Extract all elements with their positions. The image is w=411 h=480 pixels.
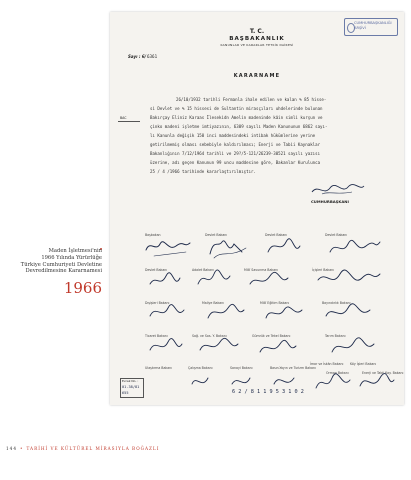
minister-label: İçişleri Bakanı (312, 268, 335, 272)
minister-label: Ulaştırma Bakanı (145, 366, 173, 370)
body-line: 25 / 4 /1966 tarihinde kararlaştırılmıştır. (150, 169, 256, 174)
caption-line: Devredilmesine Kararnamesi (25, 268, 102, 275)
evrak-value-secondary: 655 (122, 391, 129, 395)
minister-label: Orman Bakanı (326, 371, 349, 375)
minister-label: Adalet Bakanı (192, 268, 214, 272)
minister-label: Bayındırlık Bakanı (322, 301, 351, 305)
minister-label: Ticaret Bakanı (145, 334, 168, 338)
page-footer (6, 446, 159, 451)
emblem-text: T. C. (249, 28, 265, 35)
minister-label: İmar ve İskân Bakanı (310, 362, 344, 366)
footer-separator-icon: • (20, 446, 24, 451)
minister-label: Başbakan (145, 233, 161, 237)
side-mark: BAC (120, 116, 127, 120)
body-line: getirilmemiş olması sebebiyle kaldırılması; Enerji ve Tabii Kaynaklar (150, 142, 321, 147)
sayi-value: 6361 (147, 54, 158, 59)
body-line: Bakırçay Eliniz Karaas İlesekidn Amelin madeninde kâin simli kurşun ve (150, 115, 323, 120)
sayi-label: Sayı : 6/ (128, 54, 147, 59)
document-title: KARARNAME (233, 73, 281, 79)
body-line: 26/10/1932 tarihli Fermanla ihale edilen ve kalan % 85 hisse- (176, 97, 327, 102)
minister-label: Dışişleri Bakanı (145, 301, 170, 305)
president-label: CUMHURBAŞKANI (311, 199, 349, 204)
minister-label: Gümrük ve Tekel Bakanı (252, 334, 291, 338)
minister-label: Devlet Bakanı (265, 233, 288, 237)
book-title: TARİHİ VE KÜLTÜREL MİRASIYLA BOĞAZLI (26, 446, 160, 451)
stamp-line: CUMHURBAŞKANLIĞI (354, 21, 392, 25)
body-line: çinko madeni işletme imtiyazının, 6309 sayılı Maden Kanununun 6862 sayı- (150, 124, 328, 129)
evrak-label: Evrak No. : (122, 379, 139, 383)
minister-label: Devlet Bakanı (325, 233, 348, 237)
minister-label: Sanayi Bakanı (230, 366, 253, 370)
body-line: Bakanlığının 7/12/1964 tarihli ve 29?/5-121/26239-30521 sayılı yazısı (150, 151, 321, 156)
minister-label: Millî Eğitim Bakanı (260, 301, 290, 305)
minister-label: Millî Savunma Bakanı (244, 268, 279, 272)
caption-year: 1966 (63, 279, 102, 297)
bottom-number: 6 2 / 8 1 1 9 5 3 1 0 2 (232, 389, 304, 395)
minister-label: Sağ. ve Sos. Y. Bakanı (192, 334, 227, 338)
minister-label: Devlet Bakanı (205, 233, 228, 237)
office-subtitle: KANUNLAR VE KARARLAR TETKİK DAİRESİ (220, 43, 294, 47)
body-line: si Devlet ve % 15 hissesi de Sultantin mirasçıları uhdelerinde bulunan (150, 106, 323, 111)
caption-line: 1966 Yılında Yürürlüğe (41, 254, 102, 261)
minister-label: Maliye Bakanı (202, 301, 225, 305)
minister-label: Basın-Yayın ve Turizm Bakanı (270, 366, 316, 370)
caption-line: Maden İşletmesi'nin (48, 248, 102, 254)
page-number: 144 (6, 446, 17, 451)
minister-label: Devlet Bakanı (145, 268, 168, 272)
evrak-value: 01-38/81 (122, 385, 140, 389)
minister-label: Tarım Bakanı (325, 334, 346, 338)
body-line: lı Kanunla değişik 150 inci maddesindeki intibak hükümlerine yerine (150, 133, 316, 138)
document-caption (8, 248, 102, 275)
decree-document (110, 12, 404, 405)
stamp-line: ARŞİVİ (354, 25, 366, 30)
minister-label: Çalışma Bakanı (188, 366, 213, 370)
caption-line: Türkiye Cumhuriyeti Devletine (20, 261, 102, 268)
body-line: üzerine, adı geçen Kanunun 99 uncu maddesine göre, Bakanlar Kurulunca (150, 160, 321, 165)
office-title: BAŞBAKANLIK (229, 36, 285, 42)
minister-signatures (110, 12, 404, 405)
minister-label: Enerji ve Tabii Kay. Bakanı (362, 371, 404, 375)
minister-label: Köy İşleri Bakanı (350, 362, 377, 366)
